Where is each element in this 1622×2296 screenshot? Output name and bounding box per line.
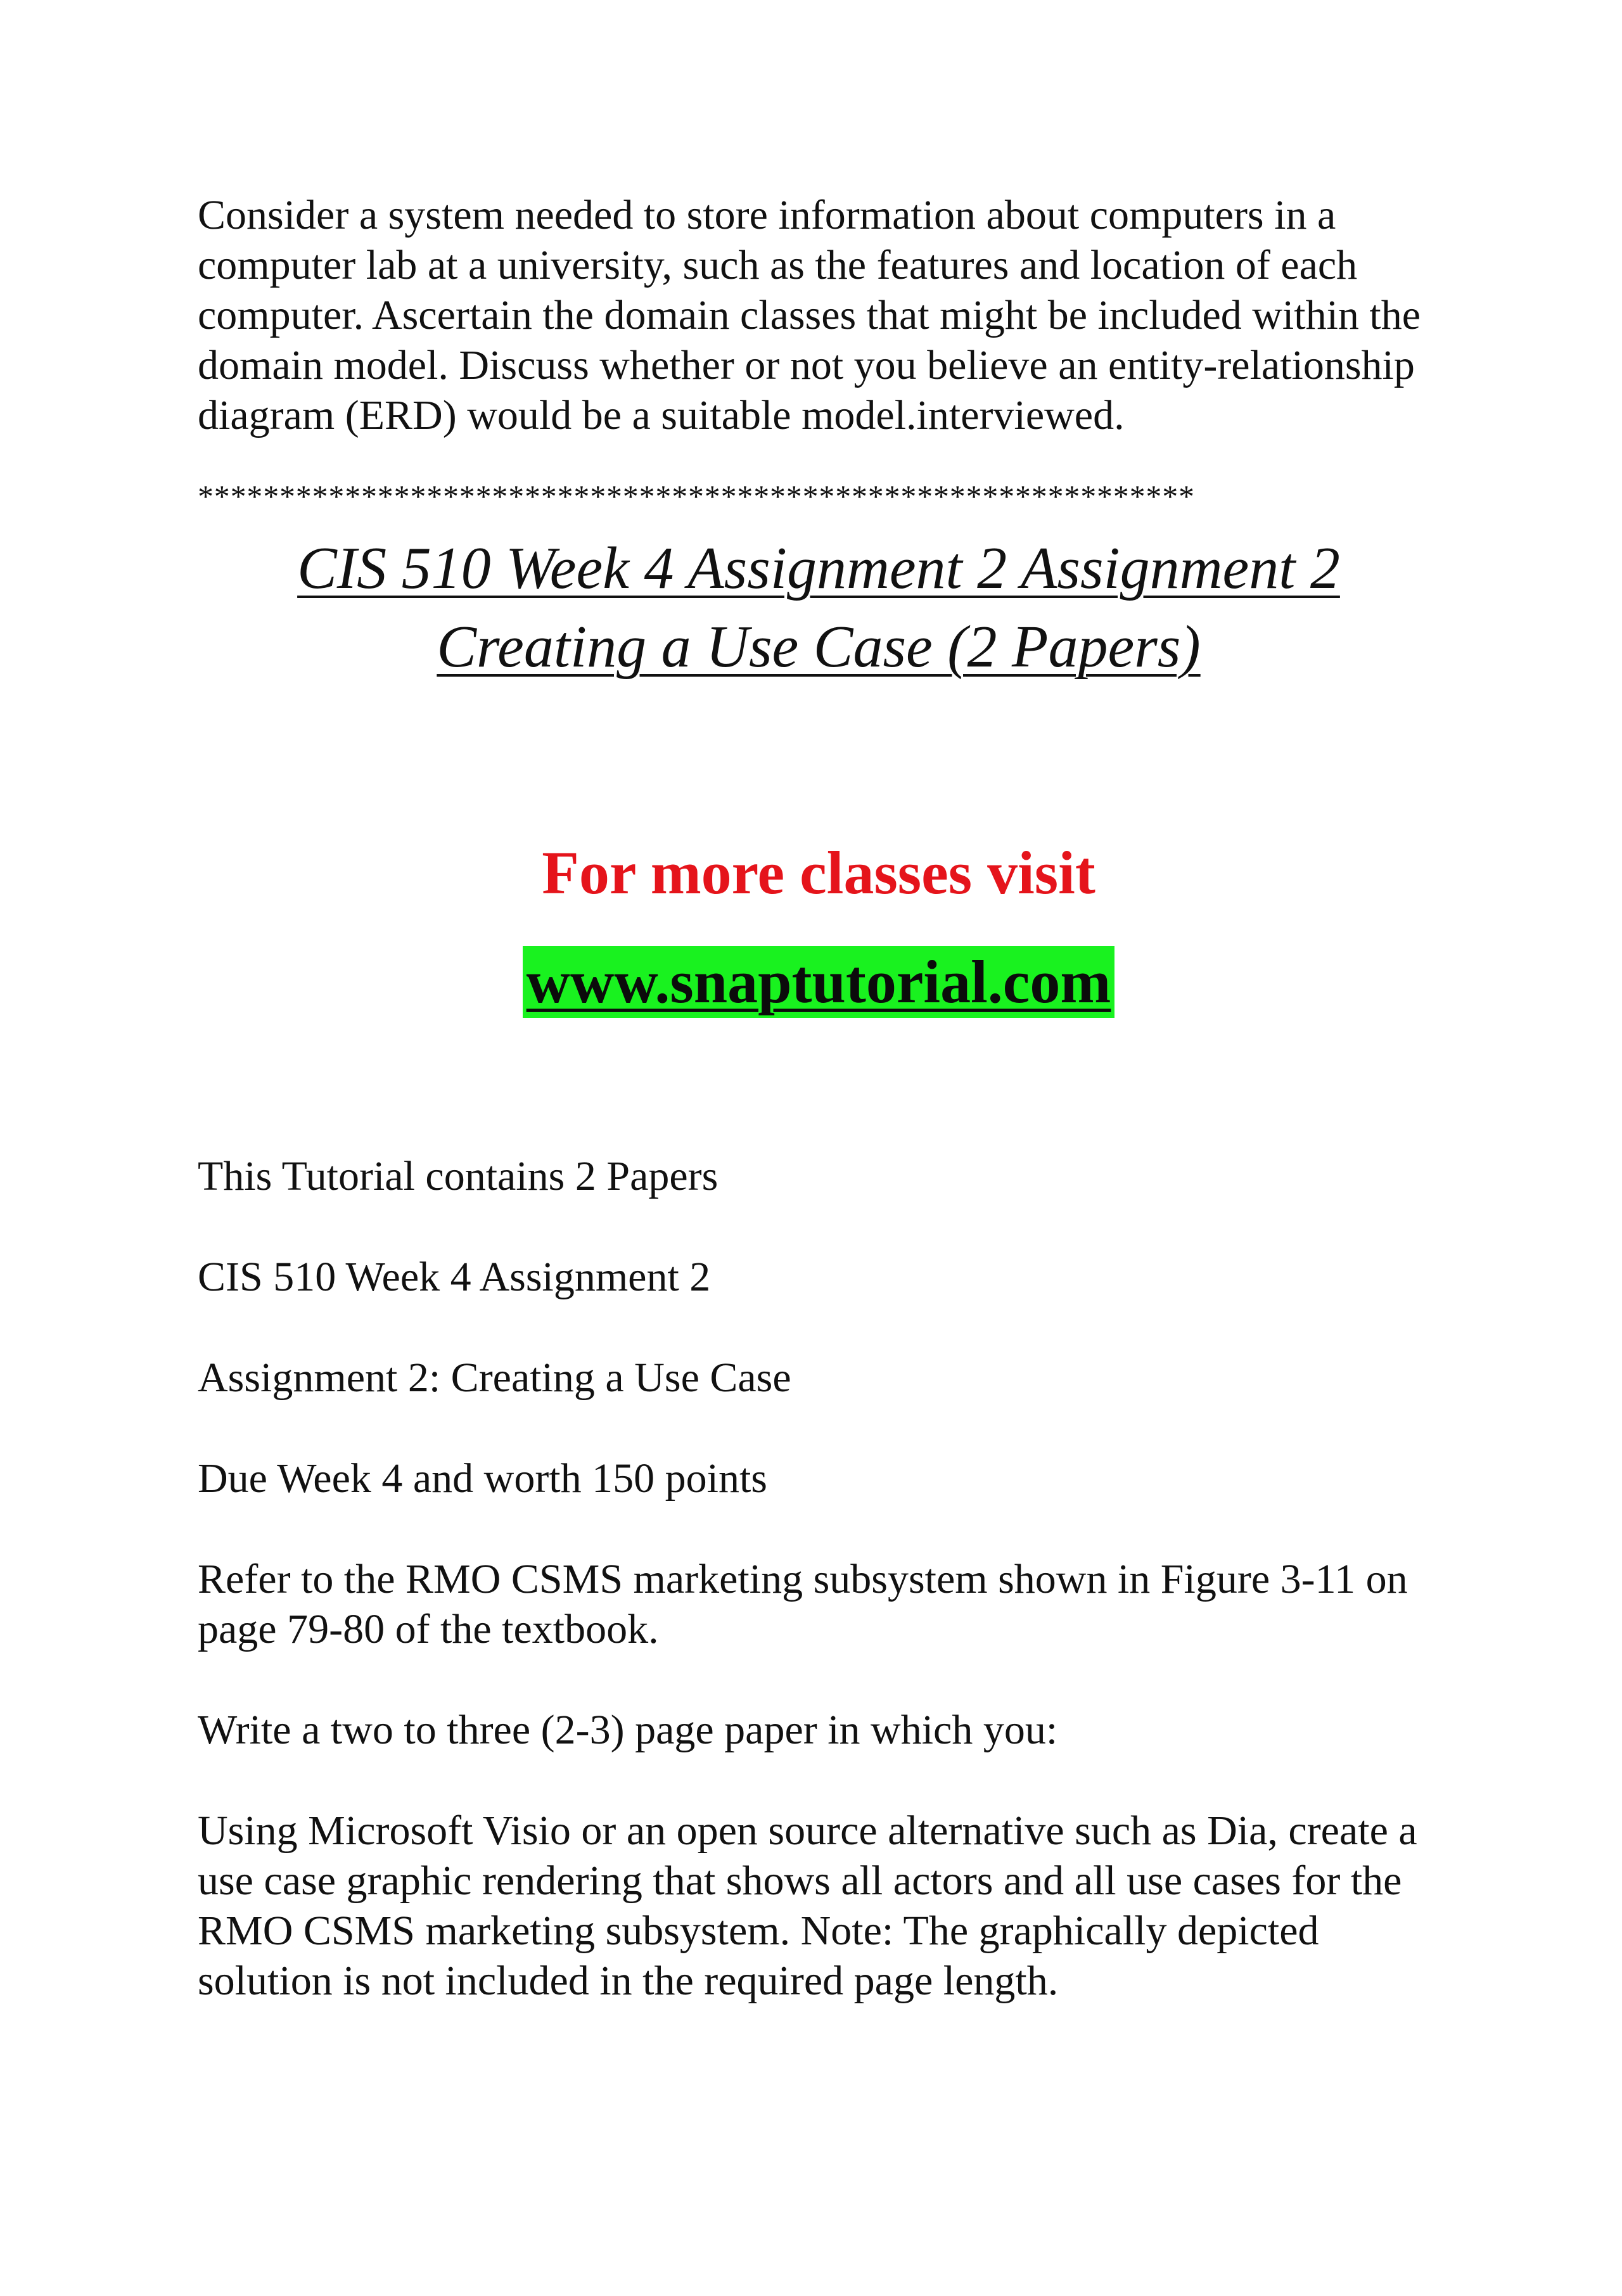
promo-link[interactable]: www.snaptutorial.com <box>523 946 1115 1018</box>
paragraph-visio-instructions: Using Microsoft Visio or an open source alternative such as Dia, create a use case graphic rendering that shows all actors and all use cases for the RMO CSMS marketing subsystem. Note: The graphically depicted solution is not included in the required page length. <box>198 1808 1417 2004</box>
paragraph-tutorial-contents: This Tutorial contains 2 Papers <box>198 1153 718 1199</box>
paragraph-refer-figure: Refer to the RMO CSMS marketing subsystem shown in Figure 3-11 on page 79-80 of the textbook. <box>198 1556 1408 1652</box>
paragraph-due-date: Due Week 4 and worth 150 points <box>198 1455 767 1502</box>
paragraph-assignment-name: Assignment 2: Creating a Use Case <box>198 1355 791 1401</box>
promo-text: For more classes visit <box>542 839 1095 907</box>
title-line-1: CIS 510 Week 4 Assignment 2 Assignment 2 <box>297 535 1340 601</box>
title-line-2: Creating a Use Case (2 Papers) <box>437 614 1201 680</box>
promo-link-wrapper <box>198 946 1440 1018</box>
document-content <box>198 190 1440 2006</box>
assignment-title <box>198 529 1440 686</box>
paragraph-write-paper: Write a two to three (2-3) page paper in which you: <box>198 1707 1058 1753</box>
separator-line: ************************************************************* <box>198 478 1195 514</box>
intro-paragraph: Consider a system needed to store information about computers in a computer lab at a university, such as the features and location of each computer. Ascertain the domain classes that might be included within the domain model. Discuss whether or not you believe an entity-relationship diagram (ERD) would be a suitable model.interviewed. <box>198 192 1421 438</box>
paragraph-course-heading: CIS 510 Week 4 Assignment 2 <box>198 1254 711 1300</box>
